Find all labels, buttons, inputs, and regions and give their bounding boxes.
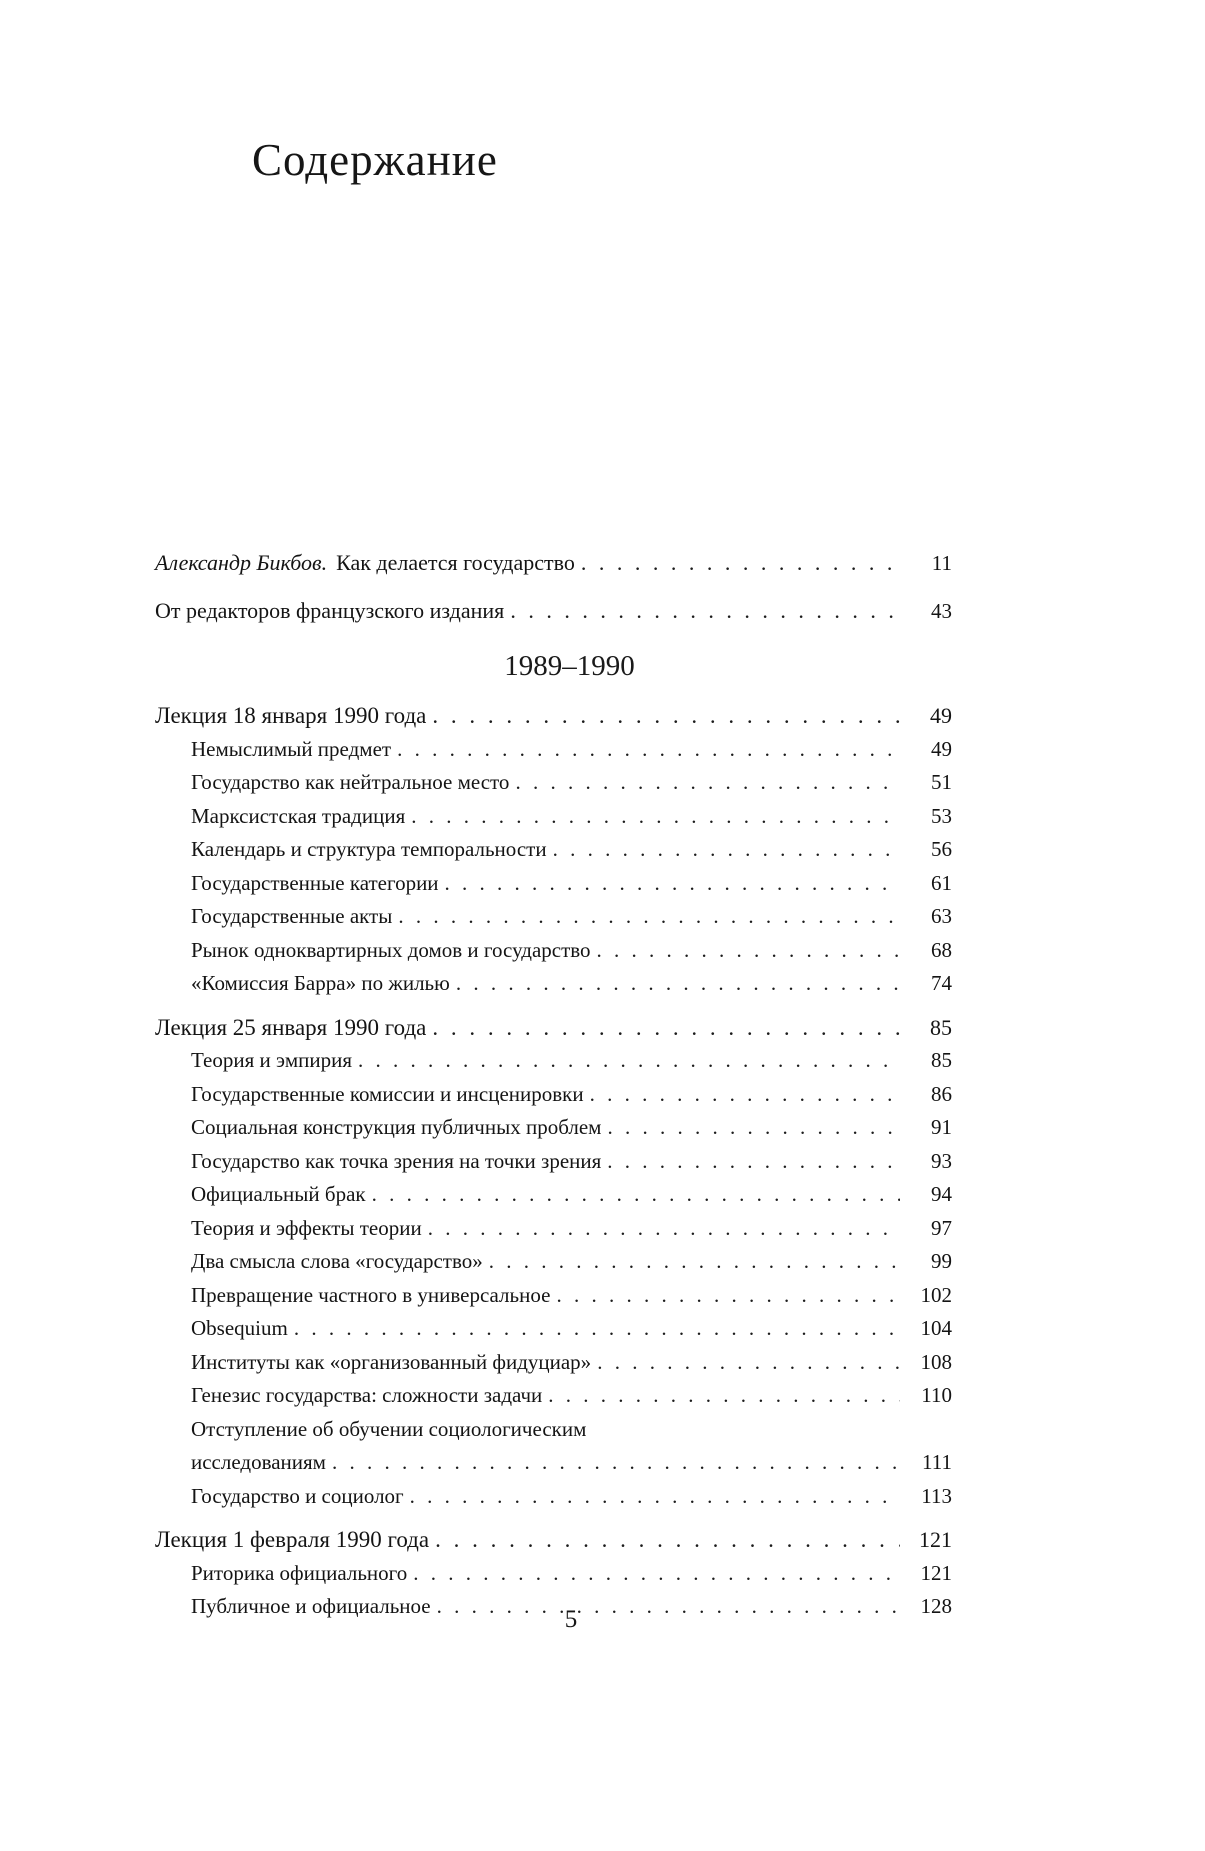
toc-sub-entry <box>155 1279 952 1313</box>
toc-entry-label: Государственные категории <box>191 870 439 895</box>
toc-sub-entry <box>155 1312 952 1346</box>
dot-leader <box>581 546 900 580</box>
table-of-contents <box>155 546 952 1624</box>
toc-sub-entry <box>155 1413 952 1447</box>
toc-entry-page: 128 <box>920 1594 952 1618</box>
toc-sub-entry <box>155 1111 952 1145</box>
toc-sub-entry <box>155 1379 952 1413</box>
toc-entry-author: Александр Бикбов. <box>155 550 328 575</box>
toc-entry-page: 85 <box>931 1048 952 1072</box>
toc-entry-page: 11 <box>931 551 952 575</box>
dot-leader <box>294 1312 900 1346</box>
toc-entry-page: 104 <box>920 1316 952 1340</box>
toc-sub-entry <box>155 1178 952 1212</box>
lecture-title-row <box>155 699 952 733</box>
toc-entry-page: 53 <box>931 803 952 828</box>
toc-sub-entry-continuation <box>155 1446 952 1480</box>
toc-entry-label: Марксистская традиция <box>191 803 406 828</box>
dot-leader <box>435 1523 900 1557</box>
dot-leader <box>607 1145 900 1179</box>
lecture-page: 49 <box>930 703 952 728</box>
toc-entry-label: Публичное и официальное <box>191 1594 431 1618</box>
toc-entry-page: 74 <box>931 971 952 995</box>
toc-sub-entry <box>155 1044 952 1078</box>
toc-entry-page: 113 <box>921 1483 952 1508</box>
toc-entry-label: Социальная конструкция публичных проблем <box>191 1115 602 1139</box>
toc-entry-page: 93 <box>931 1148 952 1173</box>
toc-sub-entry <box>155 900 952 934</box>
toc-entry <box>155 594 952 629</box>
toc-entry-page: 99 <box>931 1249 952 1273</box>
lecture-block <box>155 1011 952 1514</box>
lecture-title-row <box>155 1523 952 1557</box>
lecture-title: Лекция 25 января 1990 года <box>155 1014 427 1040</box>
toc-sub-entry <box>155 766 952 800</box>
toc-entry-label: От редакторов французского издания <box>155 597 505 623</box>
toc-entry-page: 86 <box>931 1081 952 1106</box>
toc-entry-label: Два смысла слова «государство» <box>191 1249 483 1273</box>
dot-leader <box>456 967 900 1001</box>
toc-sub-entry <box>155 867 952 901</box>
toc-entry-label: Отступление об обучении социологическим <box>191 1416 587 1441</box>
toc-entry-page: 102 <box>920 1282 952 1307</box>
dot-leader <box>597 934 900 968</box>
toc-entry-label: Календарь и структура темпоральности <box>191 837 547 861</box>
dot-leader <box>510 594 900 628</box>
toc-entry-label: «Комиссия Барра» по жилью <box>191 971 450 995</box>
dot-leader <box>556 1279 900 1313</box>
lecture-block <box>155 699 952 1001</box>
toc-entry-label: Теория и эмпирия <box>191 1048 352 1072</box>
toc-entry-page: 97 <box>931 1215 952 1240</box>
lecture-page: 121 <box>919 1527 952 1552</box>
toc-sub-entry <box>155 1346 952 1380</box>
dot-leader <box>397 733 900 767</box>
lecture-title-row <box>155 1011 952 1045</box>
toc-entry-label: Генезис государства: сложности задачи <box>191 1383 543 1407</box>
dot-leader <box>489 1245 900 1279</box>
toc-entry-page: 43 <box>931 598 952 623</box>
toc-entry-page: 63 <box>931 904 952 928</box>
toc-sub-entry <box>155 1212 952 1246</box>
dot-leader <box>332 1446 900 1480</box>
lecture-title: Лекция 18 января 1990 года <box>155 703 427 728</box>
toc-sub-entry <box>155 733 952 767</box>
toc-entry-label: Официальный брак <box>191 1182 366 1206</box>
toc-entry-page: 94 <box>931 1182 952 1206</box>
dot-leader <box>590 1078 900 1112</box>
dot-leader <box>413 1557 900 1591</box>
dot-leader <box>411 800 900 834</box>
toc-entry-page: 49 <box>931 736 952 761</box>
toc-entry-page: 91 <box>931 1115 952 1139</box>
toc-entry-page: 51 <box>931 770 952 794</box>
toc-entry-label: Как делается государство <box>336 550 575 575</box>
toc-sub-entry <box>155 1245 952 1279</box>
dot-leader <box>553 833 900 867</box>
dot-leader <box>597 1346 900 1380</box>
lecture-page: 85 <box>930 1014 952 1040</box>
dot-leader <box>432 699 900 733</box>
toc-entry-label: Теория и эффекты теории <box>191 1215 422 1240</box>
footer-page-number: 5 <box>564 1606 578 1633</box>
toc-entry-label: Институты как «организованный фидуциар» <box>191 1349 592 1374</box>
toc-sub-entry <box>155 833 952 867</box>
page-title: Содержание <box>252 135 498 185</box>
section-heading: 1989–1990 <box>504 650 635 682</box>
toc-entry-label: Риторика официального <box>191 1560 408 1585</box>
toc-sub-entry <box>155 1480 952 1514</box>
toc-entry-page: 108 <box>920 1349 952 1374</box>
toc-entry-label: Превращение частного в универсальное <box>191 1282 551 1307</box>
toc-entry-page: 61 <box>931 870 952 895</box>
dot-leader <box>548 1379 900 1413</box>
toc-sub-entry <box>155 1557 952 1591</box>
toc-entry-label: исследованиям <box>191 1450 326 1474</box>
toc-entry-page: 111 <box>922 1450 952 1474</box>
toc-sub-entry <box>155 800 952 834</box>
dot-leader <box>428 1212 900 1246</box>
dot-leader <box>432 1011 900 1045</box>
dot-leader <box>358 1044 900 1078</box>
toc-sub-entry <box>155 1145 952 1179</box>
dot-leader <box>607 1111 900 1145</box>
toc-entry-page: 56 <box>931 837 952 861</box>
toc-sub-entry <box>155 934 952 968</box>
lecture-title: Лекция 1 февраля 1990 года <box>155 1527 430 1552</box>
dot-leader <box>515 766 900 800</box>
toc-entry-label: Государство как нейтральное место <box>191 770 510 794</box>
toc-entry-label: Рынок одноквартирных домов и государство <box>191 937 591 962</box>
toc-sub-entry <box>155 967 952 1001</box>
toc-entry-page: 121 <box>920 1560 952 1585</box>
toc-entry-label: Obsequium <box>191 1316 288 1340</box>
toc-entry-label: Немыслимый предмет <box>191 736 392 761</box>
toc-entry-label: Государственные комиссии и инсценировки <box>191 1081 584 1106</box>
toc-entry-label: Государство как точка зрения на точки зрения <box>191 1148 602 1173</box>
dot-leader <box>410 1480 900 1514</box>
toc-entry-page: 110 <box>921 1383 952 1407</box>
toc-entry-label: Государственные акты <box>191 904 393 928</box>
dot-leader <box>372 1178 900 1212</box>
toc-entry-label: Государство и социолог <box>191 1483 404 1508</box>
dot-leader <box>398 900 900 934</box>
dot-leader <box>445 867 900 901</box>
toc-entry <box>155 546 952 581</box>
toc-sub-entry <box>155 1078 952 1112</box>
toc-entry-page: 68 <box>931 937 952 962</box>
